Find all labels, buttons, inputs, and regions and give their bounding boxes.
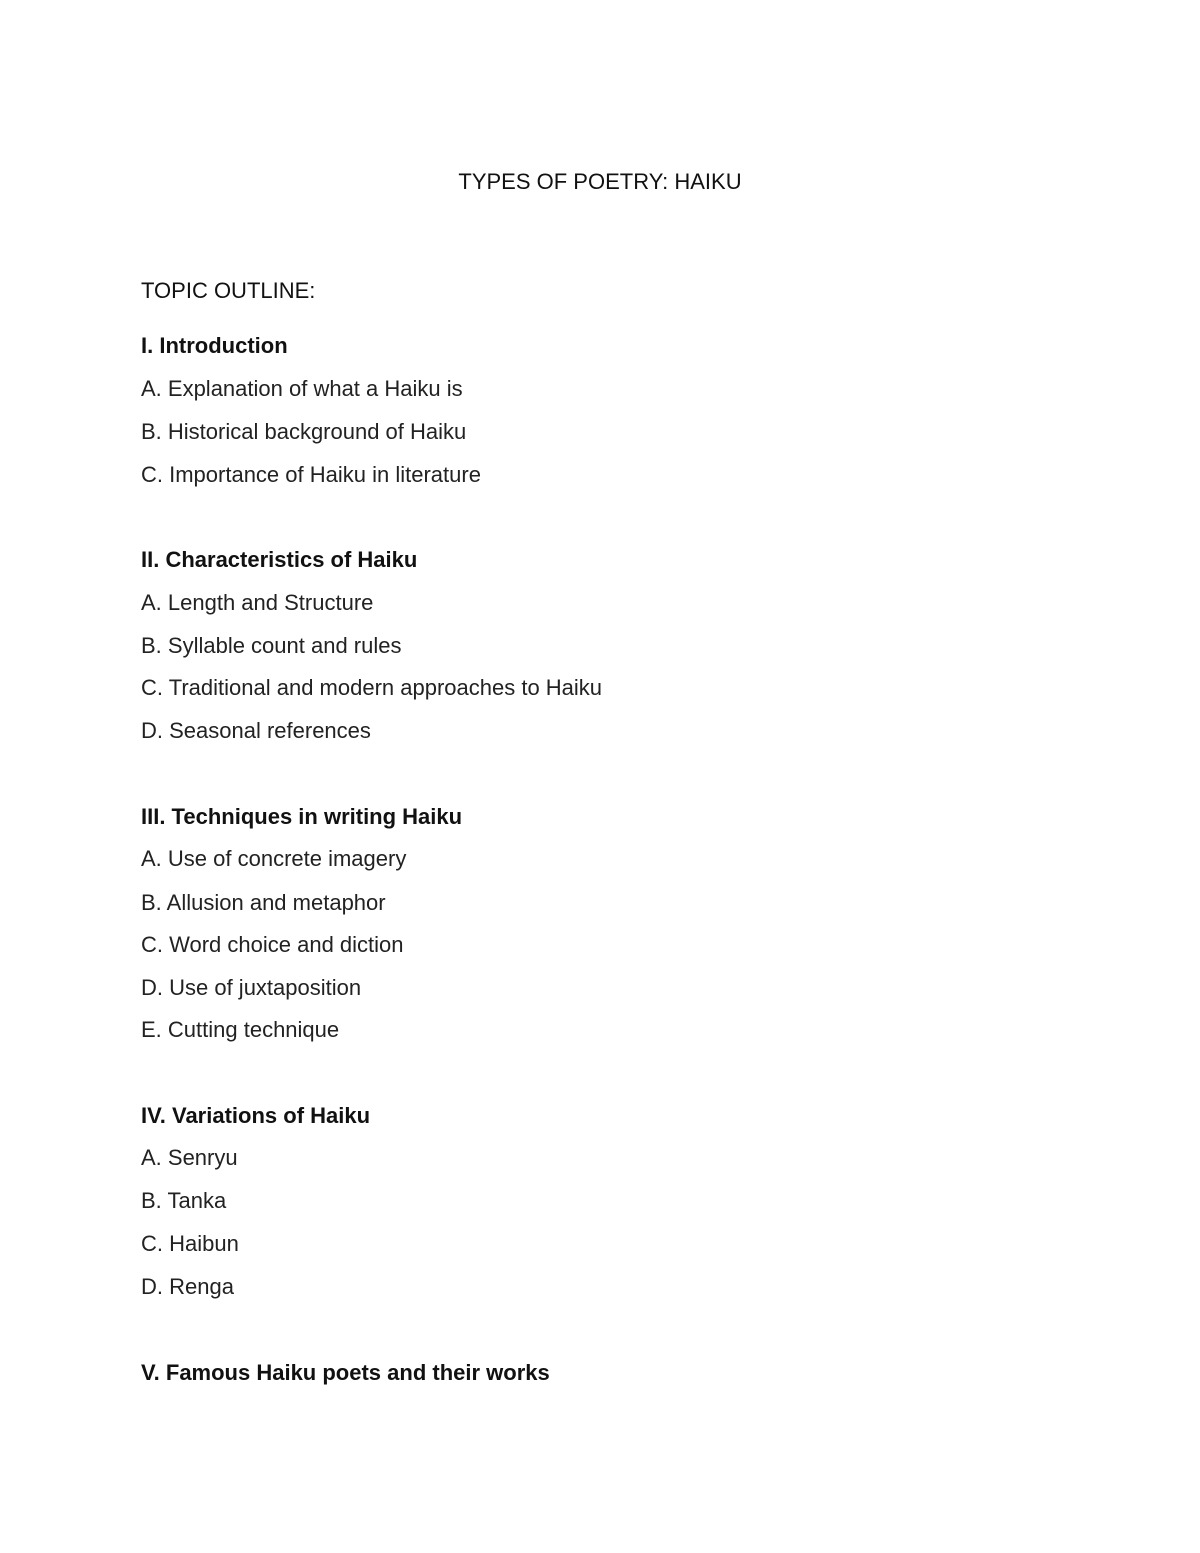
list-item: C. Word choice and diction — [141, 932, 404, 957]
list-item: B. Syllable count and rules — [141, 633, 402, 658]
outline-label: TOPIC OUTLINE: — [141, 278, 316, 303]
section-heading: I. Introduction — [141, 333, 288, 358]
section-heading: IV. Variations of Haiku — [141, 1103, 371, 1128]
section-heading: III. Techniques in writing Haiku — [141, 804, 463, 829]
list-item: C. Importance of Haiku in literature — [141, 462, 481, 487]
list-item: B. Historical background of Haiku — [141, 419, 467, 444]
section-heading: V. Famous Haiku poets and their works — [141, 1360, 550, 1385]
list-item: A. Senryu — [141, 1145, 238, 1170]
document-title: TYPES OF POETRY: HAIKU — [458, 169, 742, 194]
list-item: A. Length and Structure — [141, 590, 374, 615]
list-item: B. Allusion and metaphor — [141, 890, 386, 915]
list-item: A. Explanation of what a Haiku is — [141, 376, 463, 401]
section-heading: II. Characteristics of Haiku — [141, 547, 418, 572]
list-item: E. Cutting technique — [141, 1017, 340, 1042]
list-item: D. Seasonal references — [141, 718, 371, 743]
list-item: A. Use of concrete imagery — [141, 846, 407, 871]
list-item: D. Use of juxtaposition — [141, 975, 362, 1000]
list-item: C. Haibun — [141, 1231, 239, 1256]
list-item: D. Renga — [141, 1274, 234, 1299]
list-item: B. Tanka — [141, 1188, 227, 1213]
list-item: C. Traditional and modern approaches to Haiku — [141, 675, 603, 700]
